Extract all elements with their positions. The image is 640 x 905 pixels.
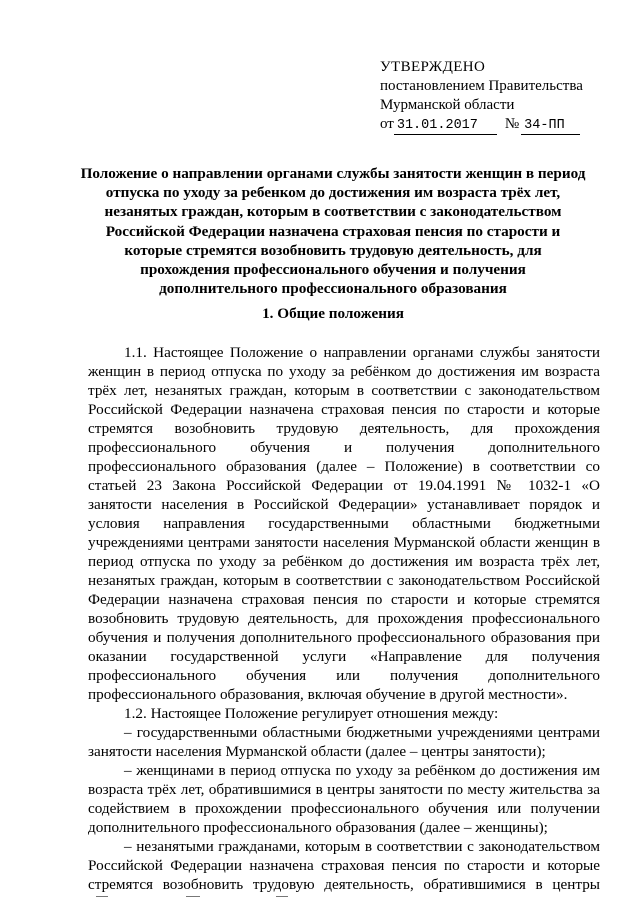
paragraph-1-2: 1.2. Настоящее Положение регулирует отношения между: xyxy=(124,705,499,722)
number-label: № xyxy=(504,116,520,132)
list-item-unemployed-citizens: – незанятыми гражданами, которым в соответствии с законодательством Российской Федерации назначена страховая пенсия по старости и которые стремятся возобновить трудовую деятельность, обратившимися в центры xyxy=(88,838,600,893)
list-item-employment-centers: – государственными областными бюджетными учреждениями центрами занятости населения Мурманской области (далее – центры занятости); xyxy=(88,724,600,760)
approval-date: 31.01.2017 xyxy=(394,118,497,135)
approval-number: 34-ПП xyxy=(521,118,580,135)
footer-marks xyxy=(0,896,640,900)
document-heading: Положение о направлении органами службы занятости женщин в период отпуска по уходу за ребенком до достижения им возраста трёх лет, незанятых граждан, которым в соответствии с законодательством Российской Федерации назначена страховая пенсия по старости и которые стремятся возобновить трудовую деятельность, для прохождения профессионального обучения и получения дополнительного профессионального образования xyxy=(80,165,586,298)
footer-mark xyxy=(186,896,200,897)
list-item-women: – женщинами в период отпуска по уходу за ребёнком до достижения им возраста трёх лет, обратившимися в центры занятости по месту жительства за содействием в прохождении профессионального обучения или получении дополнительного профессионального образования (далее – женщины); xyxy=(88,762,600,836)
paragraph-1-1: 1.1. Настоящее Положение о направлении органами службы занятости женщин в период отпуска по уходу за ребёнком до достижения им возраста трёх лет, незанятых граждан, которым в соответствии с законодательством Российской Федерации назначена страховая пенсия по старости и которые стремятся возобновить трудовую деятельность, для прохождения профессионального обучения и получения дополнительного профессионального образования (далее – Положение) в соответствии со статьей 23 Закона Российской Федерации от 19.04.1991 № 1032-1 «О занятости населения в Российской Федерации» устанавливает порядок и условия направления государственными областными бюджетными учреждениями центрами занятости населения Мурманской области женщин в период отпуска по уходу за ребёнком до достижения им возраста трёх лет, незанятых граждан, которым в соответствии с законодательством Российской Федерации назначена страховая пенсия по старости и которые стремятся возобновить трудовую деятельность, для прохождения профессионального обучения и получения дополнительного профессионального образования при оказании государственной услуги «Направление для получения профессионального обучения или получения дополнительного профессионального образования, включая обучение в другой местности». xyxy=(88,344,600,703)
approval-block xyxy=(380,58,610,135)
approval-date-number-row xyxy=(380,115,610,135)
approval-title: УТВЕРЖДЕНО xyxy=(380,59,486,75)
footer-mark xyxy=(96,896,108,897)
section-title: 1. Общие положения xyxy=(262,305,404,322)
from-label: от xyxy=(380,116,394,132)
approval-line-2: Мурманской области xyxy=(380,97,515,113)
approval-line-1: постановлением Правительства xyxy=(380,78,583,94)
footer-mark xyxy=(276,896,288,897)
document-body xyxy=(88,343,600,894)
